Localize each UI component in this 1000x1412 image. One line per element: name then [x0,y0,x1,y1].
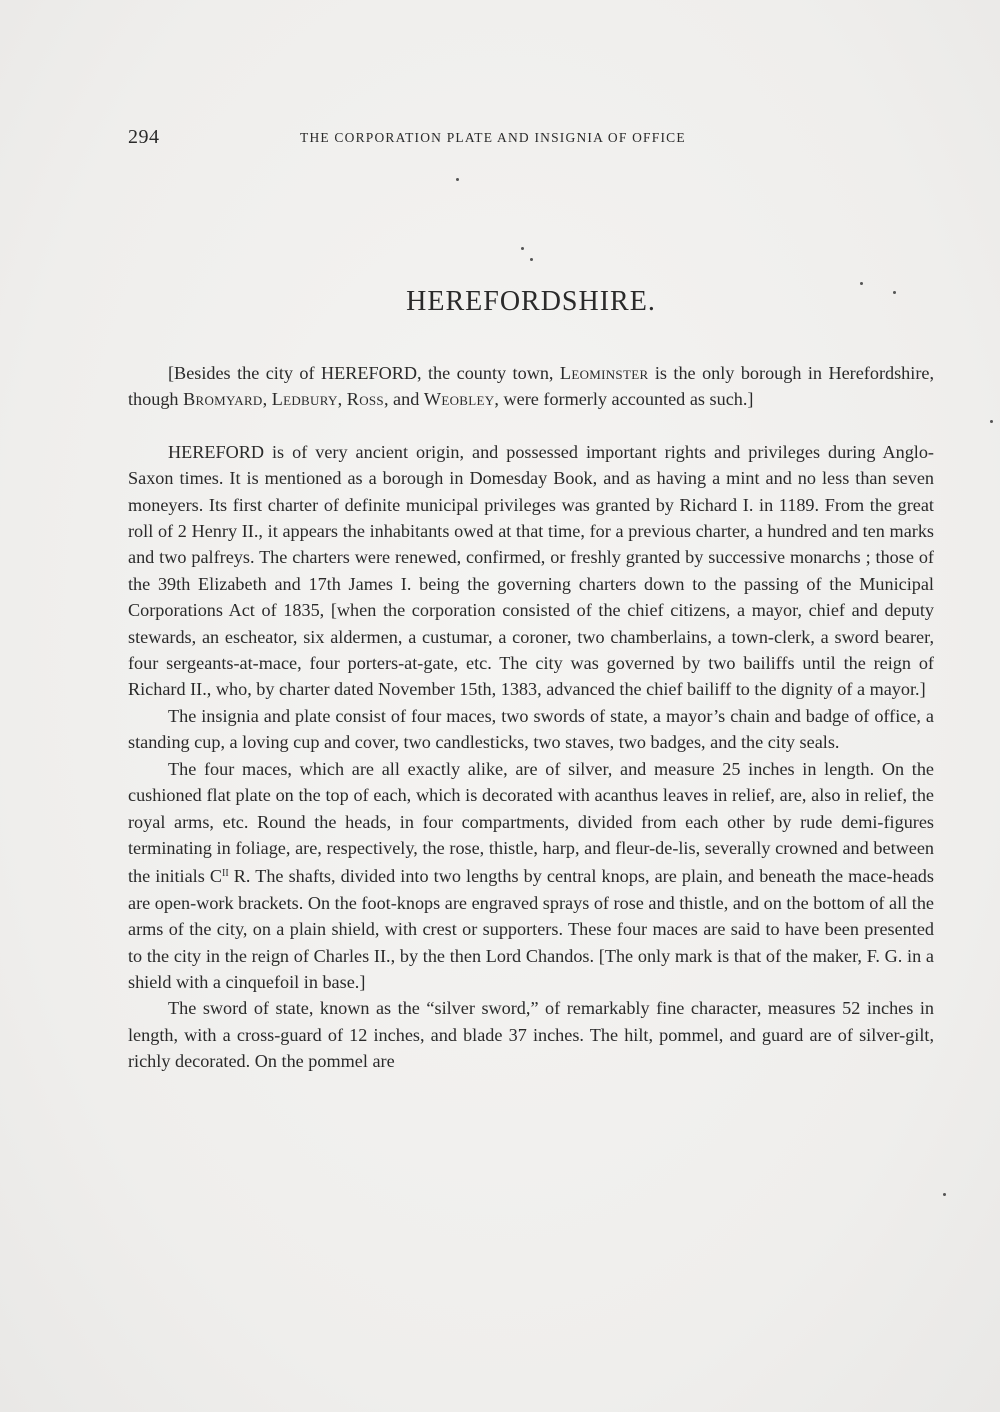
paper-speck [521,247,524,250]
intro-text-1: [Besides the city of HEREFORD, the county town, [168,363,560,383]
place-ledbury: Ledbury [271,389,338,410]
maces-text-2: R. The shafts, divided into two lengths by central knops, are plain, and beneath the mace-heads are open-work brackets. On the foot-knops are engraved sprays of rose and thistle, and on the bottom of all the arms of the city, on a plain shield, with crest or supporters. These four maces are said to have been presented to the city in the reign of Charles II., by the then Lord Chandos. [The only mark is that of the maker, F. G. in a shield with a cinquefoil in base.] [128,866,934,992]
page-header [128,124,938,154]
page-number: 294 [128,126,160,148]
intro-comma-1: , [262,389,272,410]
paper-speck [943,1193,946,1196]
maces-text-1: The four maces, which are all exactly alike, are of silver, and measure 25 inches in length. On the cushioned flat plate on the top of each, which is decorated with acanthus leaves in relief, are, also in relief, the royal arms, etc. Round the heads, in four compartments, divided from each other by rude demi-figures terminating in foliage, are, respectively, the rose, thistle, harp, and fleur-de-lis, severally crowned and between the initials C [128,758,934,887]
paragraph-sword: The sword of state, known as the “silver sword,” of remarkably fine character, measures 52 inches in length, with a cross-guard of 12 inches, and blade 37 inches. The hilt, pommel, and guard are of silver-gilt, richly decorated. On the pommel are [128,998,934,1072]
section-title: HEREFORDSHIRE. [406,286,656,317]
intro-and: , and [383,389,424,410]
paper-speck [893,291,896,294]
paper-speck [860,282,863,285]
paragraph-history: HEREFORD is of very ancient origin, and possessed important rights and privileges during Anglo-Saxon times. It is mentioned as a borough in Domesday Book, and as having a mint and no less than seven moneyers. Its first charter of definite municipal privileges was granted by Richard I. in 1189. From the great roll of 2 Henry II., it appears the inhabitants owed at that time, for a previous charter, a hundred and ten marks and two palfreys. The charters were renewed, confirmed, or freshly granted by successive monarchs ; those of the 39th Elizabeth and 17th James I. being the governing charters down to the passing of the Municipal Corporations Act of 1835, [when the corporation consisted of the chief citizens, a mayor, chief and deputy stewards, an escheator, six aldermen, a custumar, a coroner, two chamberlains, a town-clerk, a sword bearer, four sergeants-at-mace, four porters-at-gate, etc. The city was governed by two bailiffs until the reign of Richard II., who, by charter dated November 15th, 1383, advanced the chief bailiff to the dignity of a mayor.] [128,441,934,700]
paragraph-insignia: The insignia and plate consist of four maces, two swords of state, a mayor’s chain and badge of office, a standing cup, a loving cup and cover, two candlesticks, two staves, two badges, and the city seals. [128,705,934,753]
place-ross: Ross [346,389,384,410]
paper-speck [456,178,459,181]
paragraph-maces [128,756,934,996]
body-text [128,360,934,1075]
place-weobley: Weobley [423,389,495,410]
intro-comma-2: , [337,389,347,410]
intro-text-3: , were formerly accounted as such.] [494,389,754,410]
superscript-ii: II [222,868,229,880]
place-leominster: Leominster [559,363,649,383]
running-head: THE CORPORATION PLATE AND INSIGNIA OF OFFICE [300,130,686,145]
intro-paragraph [128,360,934,413]
place-bromyard: Bromyard [183,389,263,410]
paper-speck [530,258,533,261]
intro-text-2: is the only borough in Herefordshire, though [128,363,934,410]
paper-speck [990,420,993,423]
